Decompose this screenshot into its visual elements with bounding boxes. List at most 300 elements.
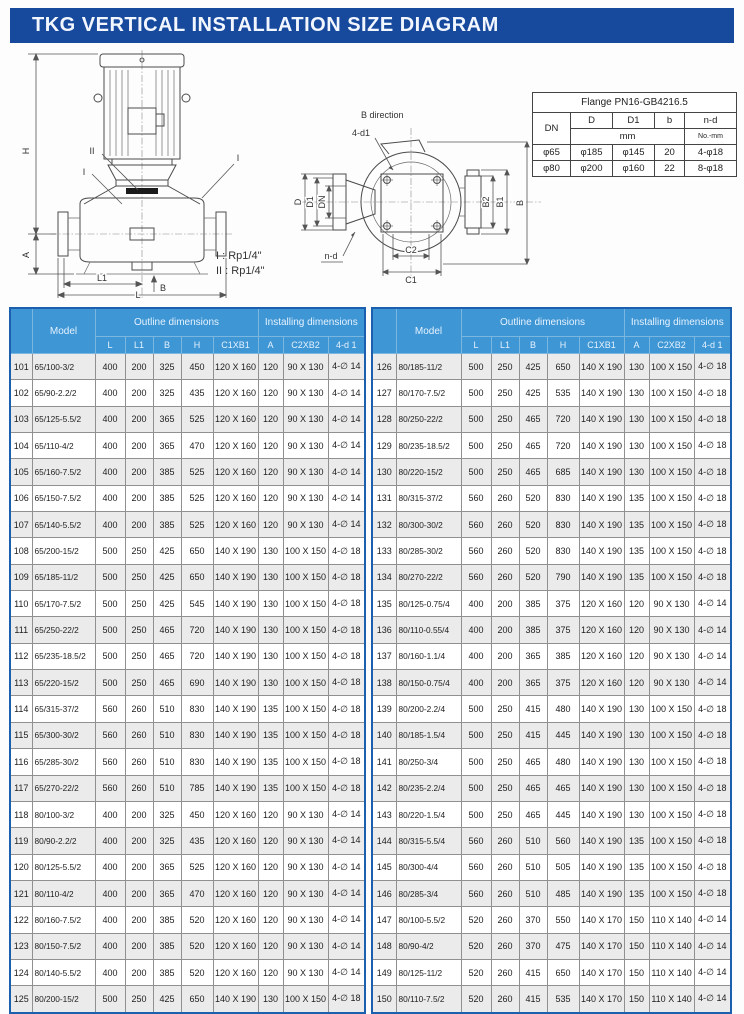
c1xb1-cell: 140 X 190 — [579, 775, 624, 801]
col-header-l1: L1 — [491, 337, 519, 354]
model-cell: 65/100-3/2 — [32, 354, 95, 380]
row-number-cell: 139 — [372, 696, 396, 722]
l1-cell: 200 — [491, 643, 519, 669]
model-cell: 65/150-7.5/2 — [32, 485, 95, 511]
model-cell: 80/110-4/2 — [32, 880, 95, 906]
4d1-cell: 4-∅ 14 — [328, 406, 365, 432]
col-header-l: L — [461, 337, 491, 354]
c1xb1-cell: 120 X 160 — [213, 801, 258, 827]
c2xb2-cell: 100 X 150 — [649, 433, 694, 459]
l-cell: 560 — [461, 854, 491, 880]
table-row — [10, 485, 365, 511]
4d1-cell: 4-∅ 18 — [694, 801, 731, 827]
col-group-outline: Outline dimensions — [461, 308, 624, 337]
row-number-cell: 125 — [10, 986, 32, 1013]
4d1-cell: 4-∅ 18 — [694, 512, 731, 538]
h-cell: 650 — [547, 354, 579, 380]
4d1-cell: 4-∅ 18 — [694, 406, 731, 432]
4d1-cell: 4-∅ 14 — [694, 959, 731, 985]
l1-cell: 200 — [491, 617, 519, 643]
l1-cell: 260 — [491, 512, 519, 538]
table-row — [372, 749, 731, 775]
c2xb2-cell: 100 X 150 — [649, 380, 694, 406]
l1-cell: 200 — [125, 801, 153, 827]
size-table-right — [371, 307, 732, 1014]
table-row — [10, 907, 365, 933]
4d1-cell: 4-∅ 14 — [328, 801, 365, 827]
4d1-cell: 4-∅ 18 — [694, 485, 731, 511]
coupling-guard — [126, 188, 158, 194]
model-cell: 80/220-15/2 — [396, 459, 461, 485]
l-cell: 520 — [461, 933, 491, 959]
l-cell: 400 — [95, 485, 125, 511]
col-header-c1xb1: C1XB1 — [579, 337, 624, 354]
c2xb2-cell: 90 X 130 — [283, 485, 328, 511]
c2xb2-cell: 90 X 130 — [649, 617, 694, 643]
l1-cell: 250 — [491, 354, 519, 380]
b-cell: 325 — [153, 828, 181, 854]
l1-cell: 200 — [125, 380, 153, 406]
l1-cell: 250 — [125, 986, 153, 1013]
h-cell: 650 — [547, 959, 579, 985]
col-header-4d1: 4-d 1 — [328, 337, 365, 354]
table-row — [372, 380, 731, 406]
c1xb1-cell: 140 X 190 — [579, 696, 624, 722]
model-cell: 65/315-37/2 — [32, 696, 95, 722]
l-cell: 400 — [461, 643, 491, 669]
row-number-cell: 101 — [10, 354, 32, 380]
model-cell: 80/235-2.2/4 — [396, 775, 461, 801]
h-cell: 830 — [181, 722, 213, 748]
model-cell: 65/200-15/2 — [32, 538, 95, 564]
c1xb1-cell: 140 X 190 — [213, 617, 258, 643]
l1-cell: 250 — [491, 801, 519, 827]
c1xb1-cell: 120 X 160 — [579, 643, 624, 669]
l-cell: 400 — [95, 433, 125, 459]
c2xb2-cell: 100 X 150 — [649, 512, 694, 538]
c2xb2-cell: 100 X 150 — [649, 775, 694, 801]
c1xb1-cell: 140 X 190 — [579, 354, 624, 380]
c2xb2-cell: 100 X 150 — [649, 722, 694, 748]
4d1-cell: 4-∅ 18 — [694, 828, 731, 854]
row-number-cell: 134 — [372, 564, 396, 590]
h-cell: 450 — [181, 801, 213, 827]
l1-cell: 200 — [125, 907, 153, 933]
c2xb2-cell: 100 X 150 — [283, 775, 328, 801]
model-cell: 80/285-3/4 — [396, 880, 461, 906]
b-cell: 510 — [519, 880, 547, 906]
l1-cell: 260 — [491, 959, 519, 985]
b-cell: 425 — [153, 591, 181, 617]
a-cell: 120 — [624, 643, 649, 669]
row-number-cell: 124 — [10, 959, 32, 985]
model-cell: 80/170-7.5/2 — [396, 380, 461, 406]
c2xb2-cell: 100 X 150 — [283, 696, 328, 722]
l1-cell: 200 — [125, 433, 153, 459]
row-number-cell: 121 — [10, 880, 32, 906]
flange-table-title: Flange PN16-GB4216.5 — [533, 93, 737, 113]
c2xb2-cell: 100 X 150 — [283, 617, 328, 643]
c1xb1-cell: 140 X 190 — [579, 564, 624, 590]
l-cell: 520 — [461, 986, 491, 1013]
a-cell: 120 — [258, 854, 283, 880]
c1xb1-cell: 120 X 160 — [213, 459, 258, 485]
table-row — [10, 670, 365, 696]
row-number-cell: 104 — [10, 433, 32, 459]
table-row — [533, 145, 737, 161]
row-number-cell: 103 — [10, 406, 32, 432]
flange-col-d1: D1 — [613, 113, 655, 129]
4d1-cell: 4-∅ 14 — [328, 907, 365, 933]
table-row — [10, 854, 365, 880]
h-cell: 375 — [547, 617, 579, 643]
col-header-c2xb2: C2XB2 — [649, 337, 694, 354]
4d1-cell: 4-∅ 18 — [694, 880, 731, 906]
a-cell: 120 — [258, 459, 283, 485]
c1xb1-cell: 140 X 190 — [213, 775, 258, 801]
l-cell: 500 — [95, 617, 125, 643]
h-cell: 445 — [547, 801, 579, 827]
4d1-cell: 4-∅ 18 — [328, 749, 365, 775]
a-cell: 135 — [258, 775, 283, 801]
b-cell: 520 — [519, 538, 547, 564]
l1-cell: 200 — [125, 485, 153, 511]
l1-cell: 200 — [125, 933, 153, 959]
l-cell: 520 — [461, 907, 491, 933]
h-cell: 830 — [547, 512, 579, 538]
a-cell: 130 — [624, 696, 649, 722]
b-cell: 415 — [519, 696, 547, 722]
c1xb1-cell: 120 X 160 — [213, 880, 258, 906]
a-cell: 130 — [258, 591, 283, 617]
l-cell: 500 — [95, 986, 125, 1013]
h-cell: 785 — [181, 775, 213, 801]
c1xb1-cell: 140 X 190 — [213, 538, 258, 564]
col-header-a: A — [258, 337, 283, 354]
model-cell: 65/160-7.5/2 — [32, 459, 95, 485]
row-number-cell: 110 — [10, 591, 32, 617]
h-cell: 470 — [181, 433, 213, 459]
model-cell: 80/150-0.75/4 — [396, 670, 461, 696]
dim-label-b2: B2 — [481, 196, 491, 208]
c2xb2-cell: 90 X 130 — [283, 512, 328, 538]
h-cell: 525 — [181, 459, 213, 485]
table-row — [372, 722, 731, 748]
4d1-cell: 4-∅ 14 — [328, 380, 365, 406]
c2xb2-cell: 100 X 150 — [649, 406, 694, 432]
4d1-cell: 4-∅ 18 — [694, 749, 731, 775]
c2xb2-cell: 100 X 150 — [283, 538, 328, 564]
title-bar — [10, 8, 734, 43]
4d1-cell: 4-∅ 18 — [694, 354, 731, 380]
c1xb1-cell: 120 X 160 — [213, 907, 258, 933]
b-cell: 365 — [519, 670, 547, 696]
b-cell: 465 — [519, 433, 547, 459]
a-cell: 135 — [624, 512, 649, 538]
table-row — [372, 591, 731, 617]
flange-col-b: b — [655, 113, 685, 129]
c2xb2-cell: 100 X 150 — [649, 459, 694, 485]
port-label-i-left: I — [82, 167, 86, 177]
model-cell: 65/170-7.5/2 — [32, 591, 95, 617]
table-row — [533, 161, 737, 177]
model-cell: 65/250-22/2 — [32, 617, 95, 643]
dim-label-d1: D1 — [305, 196, 315, 208]
4d1-cell: 4-∅ 18 — [328, 538, 365, 564]
table-row — [10, 828, 365, 854]
h-cell: 385 — [547, 643, 579, 669]
label-4-d1: 4-d1 — [351, 128, 371, 138]
flange-col-nd: n-d — [685, 113, 737, 129]
model-cell: 80/160-1.1/4 — [396, 643, 461, 669]
c1xb1-cell: 140 X 190 — [579, 854, 624, 880]
c2xb2-cell: 100 X 150 — [283, 749, 328, 775]
b-cell: 510 — [519, 854, 547, 880]
c1xb1-cell: 140 X 190 — [579, 828, 624, 854]
model-cell: 80/220-1.5/4 — [396, 801, 461, 827]
a-cell: 150 — [624, 986, 649, 1013]
dn-cell: φ80 — [533, 161, 571, 177]
l-cell: 400 — [95, 828, 125, 854]
d1-cell: φ145 — [613, 145, 655, 161]
l-cell: 500 — [461, 749, 491, 775]
row-number-cell: 118 — [10, 801, 32, 827]
model-cell: 80/300-4/4 — [396, 854, 461, 880]
d-cell: φ200 — [571, 161, 613, 177]
a-cell: 130 — [258, 538, 283, 564]
b-cell: 510 — [153, 722, 181, 748]
l-cell: 400 — [95, 959, 125, 985]
b-cell: 385 — [153, 933, 181, 959]
table-row — [372, 564, 731, 590]
4d1-cell: 4-∅ 14 — [694, 933, 731, 959]
l1-cell: 200 — [125, 512, 153, 538]
model-cell: 80/270-22/2 — [396, 564, 461, 590]
table-row — [10, 512, 365, 538]
h-cell: 525 — [181, 512, 213, 538]
l-cell: 500 — [461, 354, 491, 380]
c1xb1-cell: 120 X 160 — [213, 854, 258, 880]
model-cell: 80/285-30/2 — [396, 538, 461, 564]
4d1-cell: 4-∅ 14 — [328, 512, 365, 538]
b-cell: 325 — [153, 801, 181, 827]
col-header-c2xb2: C2XB2 — [283, 337, 328, 354]
port-label-i-right: I — [236, 153, 240, 163]
dim-label-l: L — [135, 290, 141, 298]
row-number-cell: 144 — [372, 828, 396, 854]
row-number-cell: 135 — [372, 591, 396, 617]
4d1-cell: 4-∅ 14 — [328, 354, 365, 380]
l-cell: 500 — [95, 591, 125, 617]
l-cell: 560 — [95, 749, 125, 775]
h-cell: 485 — [547, 880, 579, 906]
l-cell: 500 — [95, 670, 125, 696]
dim-label-b: B — [515, 199, 525, 207]
row-number-cell: 146 — [372, 880, 396, 906]
row-number-cell: 131 — [372, 485, 396, 511]
pump-b-direction-diagram — [243, 100, 543, 285]
dim-label-c2: C2 — [405, 245, 417, 255]
l-cell: 560 — [461, 828, 491, 854]
row-number-cell: 122 — [10, 907, 32, 933]
b-cell: 465 — [153, 617, 181, 643]
4d1-cell: 4-∅ 18 — [694, 564, 731, 590]
l1-cell: 250 — [491, 380, 519, 406]
a-cell: 120 — [258, 880, 283, 906]
a-cell: 135 — [258, 696, 283, 722]
l1-cell: 250 — [125, 591, 153, 617]
a-cell: 120 — [258, 801, 283, 827]
l-cell: 560 — [95, 722, 125, 748]
l1-cell: 250 — [491, 433, 519, 459]
b-cell: 365 — [153, 406, 181, 432]
col-header-l1: L1 — [125, 337, 153, 354]
l-cell: 500 — [461, 722, 491, 748]
table-row — [10, 406, 365, 432]
model-cell: 80/160-7.5/2 — [32, 907, 95, 933]
l-cell: 500 — [461, 406, 491, 432]
c1xb1-cell: 140 X 170 — [579, 933, 624, 959]
4d1-cell: 4-∅ 14 — [328, 828, 365, 854]
table-row — [10, 775, 365, 801]
c2xb2-cell: 100 X 150 — [649, 354, 694, 380]
l1-cell: 200 — [125, 854, 153, 880]
l-cell: 500 — [461, 380, 491, 406]
c1xb1-cell: 140 X 190 — [579, 380, 624, 406]
a-cell: 130 — [258, 670, 283, 696]
table-row — [372, 406, 731, 432]
h-cell: 435 — [181, 380, 213, 406]
model-cell: 80/110-0.55/4 — [396, 617, 461, 643]
a-cell: 135 — [624, 485, 649, 511]
b-cell: 465 — [153, 670, 181, 696]
b-cell: 425 — [153, 564, 181, 590]
col-header-number — [10, 308, 32, 354]
b-cell: 365 — [153, 880, 181, 906]
table-row — [372, 854, 731, 880]
flange-unit-no-mm: No.-mm — [685, 129, 737, 145]
row-number-cell: 133 — [372, 538, 396, 564]
table-row — [10, 696, 365, 722]
port-label-ii: II — [89, 146, 95, 156]
h-cell: 790 — [547, 564, 579, 590]
b-cell: 520 — [519, 564, 547, 590]
col-header-a: A — [624, 337, 649, 354]
table-row — [10, 354, 365, 380]
l1-cell: 250 — [125, 643, 153, 669]
row-number-cell: 120 — [10, 854, 32, 880]
h-cell: 690 — [181, 670, 213, 696]
a-cell: 135 — [258, 722, 283, 748]
b-cell: 465 — [519, 749, 547, 775]
table-row — [10, 801, 365, 827]
b-cell: 415 — [519, 959, 547, 985]
c2xb2-cell: 110 X 140 — [649, 986, 694, 1013]
l-cell: 400 — [95, 380, 125, 406]
a-cell: 120 — [258, 485, 283, 511]
h-cell: 720 — [547, 433, 579, 459]
l-cell: 400 — [95, 512, 125, 538]
c2xb2-cell: 90 X 130 — [283, 959, 328, 985]
table-row — [372, 485, 731, 511]
l-cell: 400 — [461, 617, 491, 643]
col-header-model: Model — [396, 308, 461, 354]
a-cell: 130 — [624, 433, 649, 459]
h-cell: 465 — [547, 775, 579, 801]
c2xb2-cell: 100 X 150 — [649, 880, 694, 906]
table-row — [372, 538, 731, 564]
table-row — [372, 907, 731, 933]
table-row — [372, 775, 731, 801]
4d1-cell: 4-∅ 18 — [328, 986, 365, 1013]
c1xb1-cell: 120 X 160 — [213, 406, 258, 432]
l-cell: 560 — [461, 564, 491, 590]
h-cell: 445 — [547, 722, 579, 748]
eye-bolt-left — [94, 94, 102, 102]
model-cell: 80/185-1.5/4 — [396, 722, 461, 748]
table-row — [372, 617, 731, 643]
c1xb1-cell: 140 X 190 — [579, 433, 624, 459]
l-cell: 500 — [95, 538, 125, 564]
c1xb1-cell: 140 X 190 — [579, 749, 624, 775]
b-cell: 425 — [519, 354, 547, 380]
a-cell: 120 — [258, 354, 283, 380]
b-cell: 385 — [519, 617, 547, 643]
l-cell: 400 — [461, 670, 491, 696]
c2xb2-cell: 90 X 130 — [283, 433, 328, 459]
nd-cell: 4-φ18 — [685, 145, 737, 161]
b-cell: 510 — [153, 775, 181, 801]
row-number-cell: 109 — [10, 564, 32, 590]
model-cell: 65/90-2.2/2 — [32, 380, 95, 406]
4d1-cell: 4-∅ 14 — [694, 591, 731, 617]
c2xb2-cell: 100 X 150 — [283, 591, 328, 617]
c2xb2-cell: 110 X 140 — [649, 907, 694, 933]
l1-cell: 260 — [491, 907, 519, 933]
c2xb2-cell: 100 X 150 — [283, 986, 328, 1013]
c2xb2-cell: 100 X 150 — [649, 749, 694, 775]
a-cell: 130 — [258, 564, 283, 590]
note-port-i: I : Rp1/4" — [216, 250, 262, 262]
table-row — [372, 801, 731, 827]
c1xb1-cell: 120 X 160 — [213, 433, 258, 459]
l1-cell: 260 — [491, 880, 519, 906]
4d1-cell: 4-∅ 18 — [328, 775, 365, 801]
h-cell: 830 — [547, 485, 579, 511]
c2xb2-cell: 100 X 150 — [649, 564, 694, 590]
row-number-cell: 142 — [372, 775, 396, 801]
flange-unit-mm: mm — [571, 129, 685, 145]
a-cell: 135 — [624, 564, 649, 590]
l-cell: 400 — [95, 907, 125, 933]
b-cell: 510 — [153, 749, 181, 775]
b-cell: 465 — [519, 459, 547, 485]
nd-cell: 8-φ18 — [685, 161, 737, 177]
model-cell: 80/90-4/2 — [396, 933, 461, 959]
c2xb2-cell: 100 X 150 — [649, 485, 694, 511]
4d1-cell: 4-∅ 14 — [328, 433, 365, 459]
c2xb2-cell: 90 X 130 — [283, 406, 328, 432]
4d1-cell: 4-∅ 18 — [328, 722, 365, 748]
model-cell: 80/235-18.5/2 — [396, 433, 461, 459]
c1xb1-cell: 140 X 190 — [213, 696, 258, 722]
c2xb2-cell: 90 X 130 — [283, 459, 328, 485]
c1xb1-cell: 120 X 160 — [213, 959, 258, 985]
row-number-cell: 145 — [372, 854, 396, 880]
c2xb2-cell: 90 X 130 — [283, 907, 328, 933]
c1xb1-cell: 140 X 190 — [213, 986, 258, 1013]
c1xb1-cell: 140 X 190 — [213, 591, 258, 617]
